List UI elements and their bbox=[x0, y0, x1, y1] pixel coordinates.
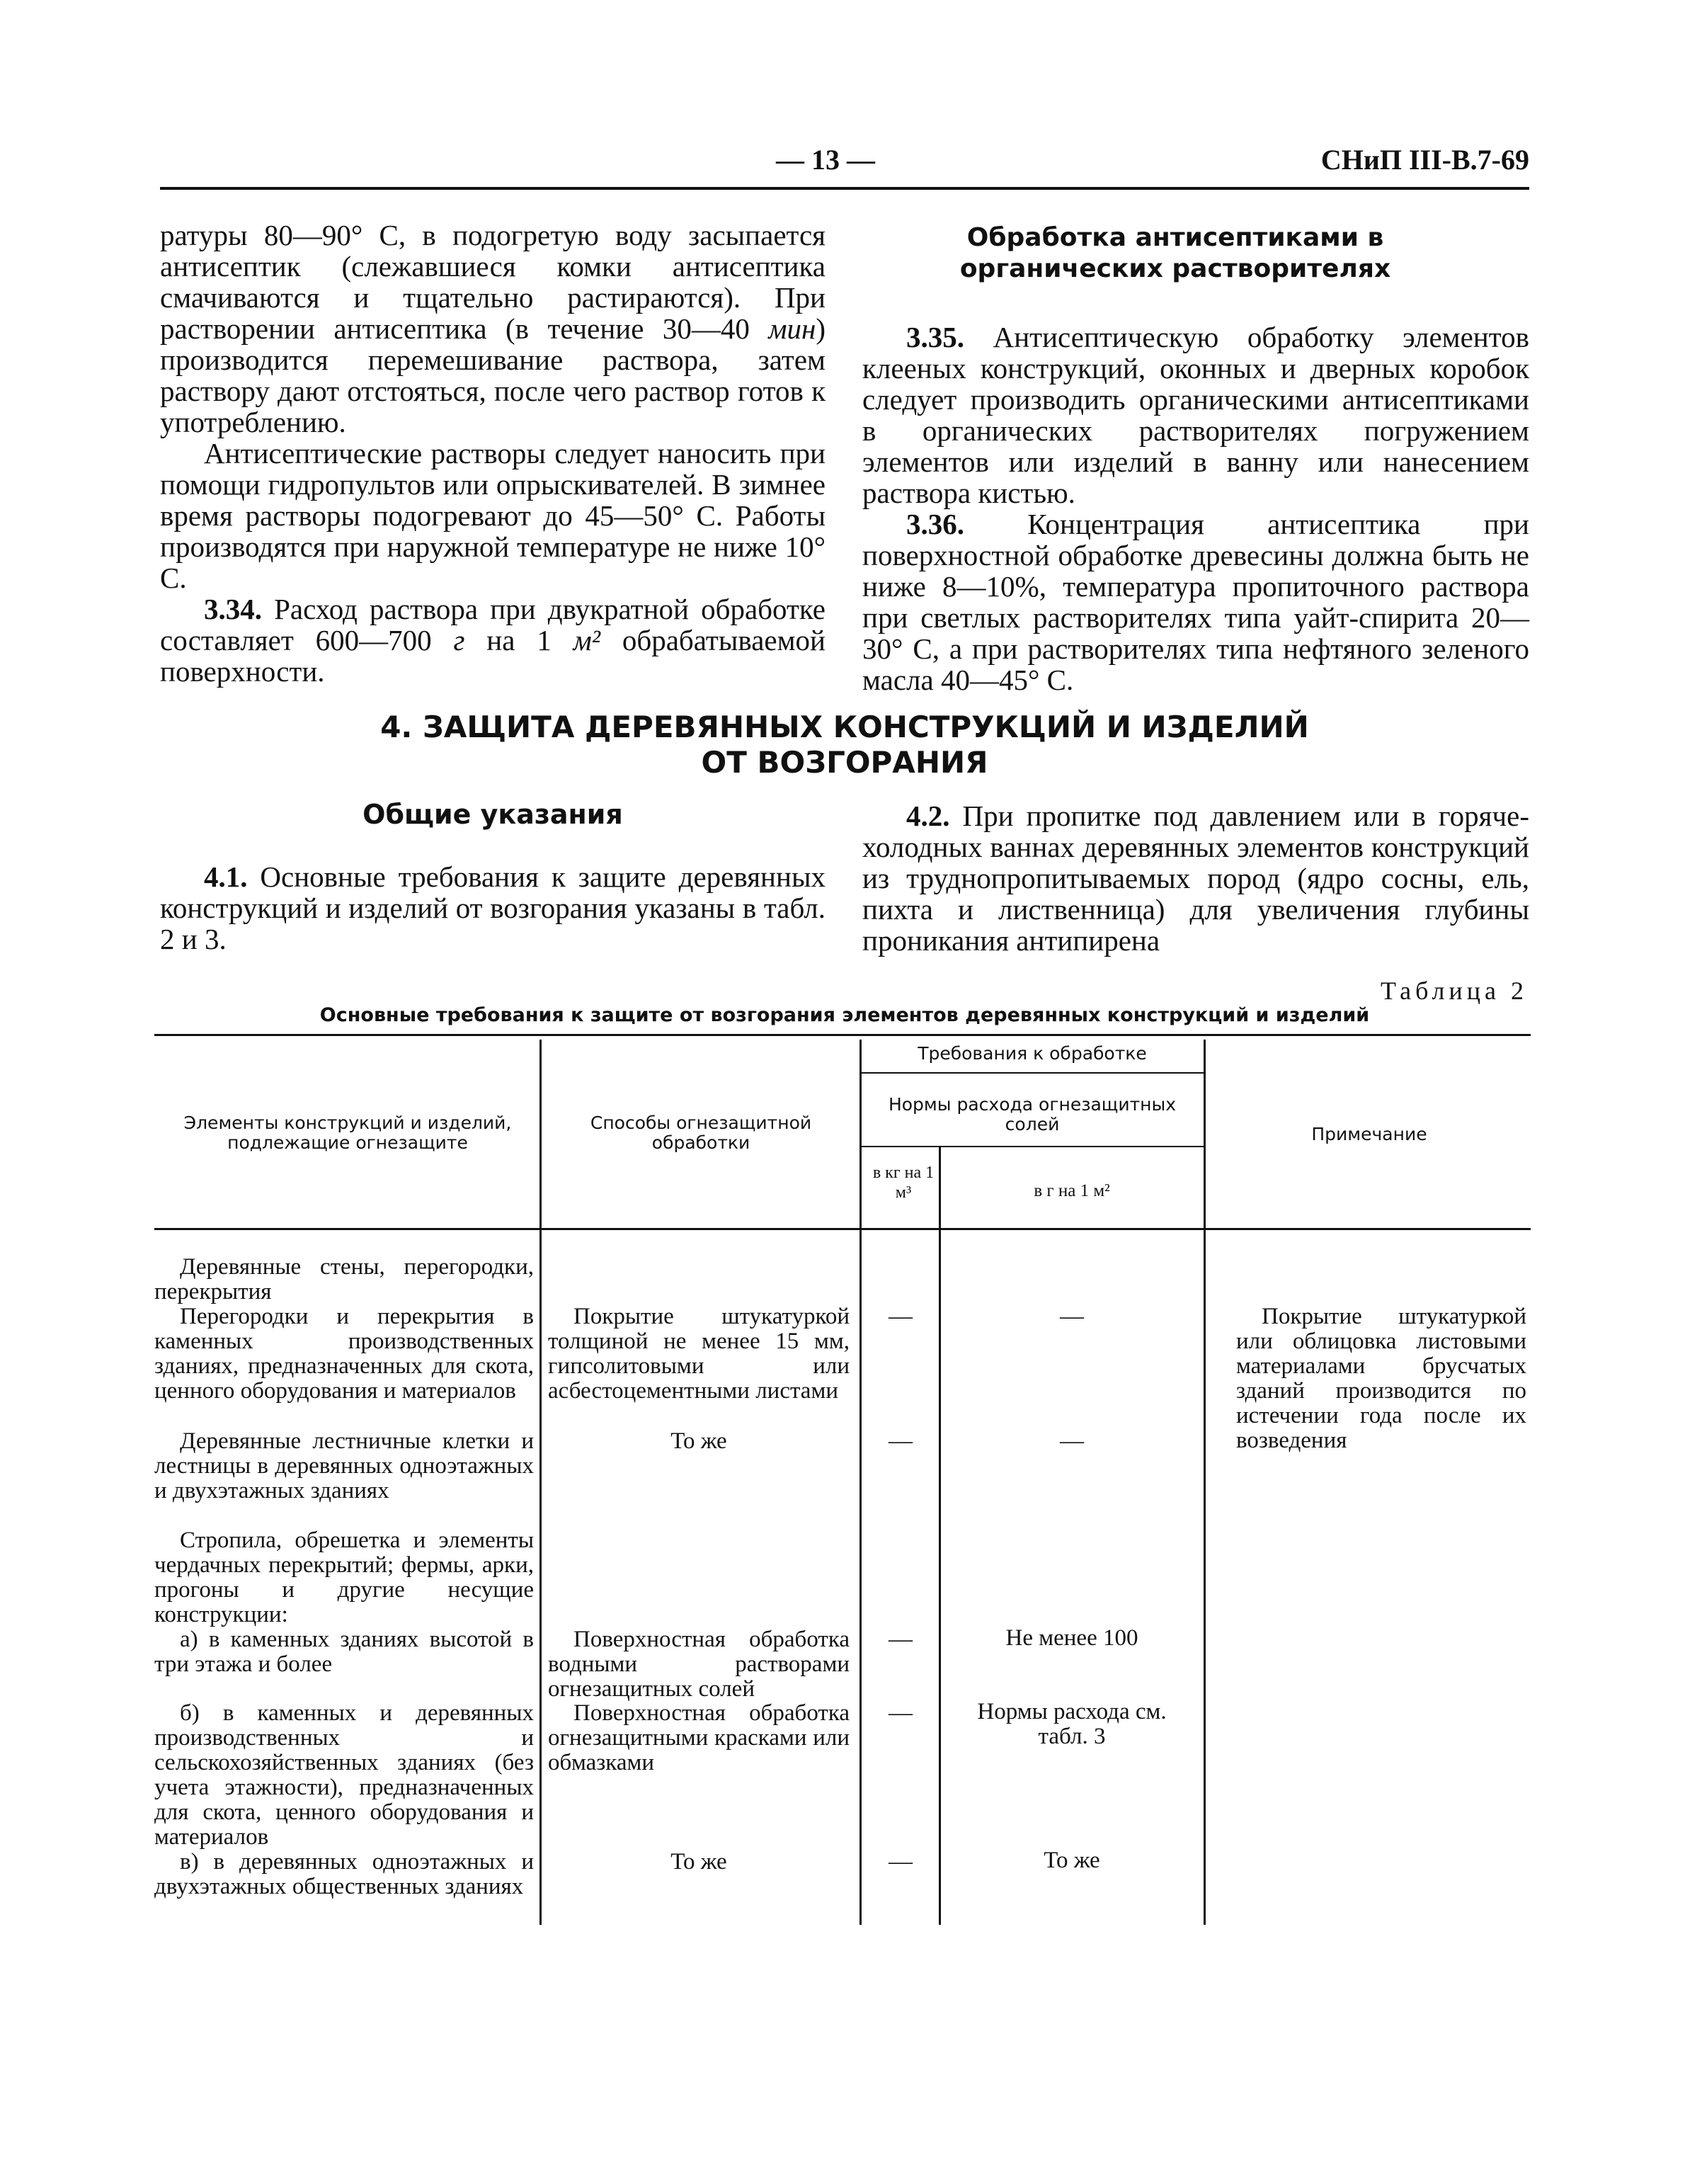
header-requirements: Требования к обработке bbox=[918, 1043, 1147, 1064]
header-rule-group bbox=[861, 1072, 1204, 1074]
table-cell: Поверхностная обработка водными растворами огнезащитных солей bbox=[548, 1627, 850, 1702]
header-norms: Нормы расхода огнезащитных солей bbox=[888, 1094, 1177, 1134]
header-elements: Элементы конструкций и изделий, подлежащие огнезащите bbox=[183, 1113, 512, 1153]
paragraph-4-1: 4.1. Основные требования к защите деревянных конструкций и изделий от возгорания указаны в табл. 2 и 3. bbox=[160, 860, 826, 955]
header-note: Примечание bbox=[1311, 1124, 1427, 1144]
paragraph-3-35: 3.35. Антисептическую обработку элементов клееных конструкций, оконных и дверных коробок следует производить органическими антисептиками в органических растворителях погружением элементов или изделий в ванну или нанесением раствора кистью. bbox=[862, 321, 1529, 509]
table-cell: — bbox=[889, 1428, 913, 1454]
table-row: Перегородки и перекрытия в каменных производственных зданиях, предназначенных для скота, ценного оборудования и материалов bbox=[154, 1304, 534, 1404]
table-cell: — bbox=[889, 1700, 913, 1726]
table-row: Деревянные стены, перегородки, перекрытия bbox=[154, 1254, 534, 1304]
paragraph-4-2: 4.2. При пропитке под давлением или в горяче-холодных ваннах деревянных элементов конструкций из труднопропитываемых пород (ядро сосны, ель, пихта и лиственница) для увеличения глубины проникания антипирена bbox=[862, 800, 1529, 957]
page-number: — 13 — bbox=[776, 144, 875, 176]
table-cell: — bbox=[889, 1303, 913, 1329]
col-divider-3 bbox=[939, 1147, 941, 1925]
table-header-bottom-rule bbox=[154, 1228, 1531, 1230]
col-divider-4 bbox=[1204, 1040, 1206, 1925]
table-top-rule bbox=[154, 1034, 1531, 1036]
paragraph: Антисептические растворы следует наносить при помощи гидропультов или опрыскивателей. В зимнее время растворы подогревают до 45—50° С. Работы производятся при наружной температуре не ниже 10° С. bbox=[160, 437, 826, 594]
table-cell: Поверхностная обработка огнезащитными красками или обмазками bbox=[548, 1700, 850, 1775]
table-row: Деревянные лестничные клетки и лестницы в деревянных одноэтажных и двухэтажных зданиях bbox=[154, 1428, 534, 1503]
paragraph-3-36: 3.36. Концентрация антисептика при поверхностной обработке древесины должна быть не ниже 8—10%, температура пропиточного раствора при светлых растворителях типа уайт-спирита 20—30° С, а при растворителях типа нефтяного зеленого масла 40—45° С. bbox=[862, 508, 1529, 696]
table-row: в) в деревянных одноэтажных и двухэтажных общественных зданиях bbox=[154, 1849, 534, 1899]
subsection-heading: Обработка антисептиками в органических растворителях bbox=[959, 223, 1391, 283]
table-cell: То же bbox=[670, 1428, 727, 1454]
header-kg-per-m3: в кг на 1 м³ bbox=[872, 1164, 935, 1202]
document-code: СНиП III-В.7-69 bbox=[1320, 144, 1529, 176]
table-cell: Не менее 100 bbox=[1005, 1625, 1138, 1651]
col-divider-1 bbox=[539, 1040, 542, 1925]
page-header bbox=[160, 139, 1529, 190]
table-cell: То же bbox=[1044, 1848, 1100, 1873]
table-row: б) в каменных и деревянных производственных и сельскохозяйственных зданиях (без учета этажности), предназначенных для скота, ценного оборудования и материалов bbox=[154, 1700, 534, 1850]
table-cell: — bbox=[889, 1848, 913, 1875]
header-methods: Способы огнезащитной обработки bbox=[590, 1113, 812, 1153]
table-row: Стропила, обрешетка и элементы чердачных перекрытий; фермы, арки, прогоны и другие несущие конструкции: bbox=[154, 1528, 534, 1627]
right-column bbox=[862, 322, 1529, 695]
header-rule-subgroup bbox=[861, 1146, 1204, 1147]
section-title: 4. ЗАЩИТА ДЕРЕВЯННЫХ КОНСТРУКЦИЙ И ИЗДЕЛИЙ ОТ ВОЗГОРАНИЯ bbox=[380, 710, 1309, 780]
table-cell: — bbox=[889, 1626, 913, 1652]
table-row: а) в каменных зданиях высотой в три этажа и более bbox=[154, 1627, 534, 1677]
paragraph: ратуры 80—90° С, в подогретую воду засыпается антисептик (слежавшиеся комки антисептика смачиваются и тщательно растираются). При растворении антисептика (в течение 30—40 мин) производится перемешивание раствора, затем раствору дают отстояться, после чего раствор готов к употреблению. bbox=[160, 219, 826, 438]
col-divider-2 bbox=[859, 1040, 862, 1925]
table-cell: Нормы расхода см. табл. 3 bbox=[977, 1699, 1167, 1749]
table-cell: — bbox=[1060, 1303, 1084, 1329]
paragraph-3-34: 3.34. Расход раствора при двукратной обработке составляет 600—700 г на 1 м² обрабатываемой поверхности. bbox=[160, 593, 826, 688]
general-heading: Общие указания bbox=[362, 799, 623, 830]
table-cell: — bbox=[1060, 1428, 1084, 1454]
left-column bbox=[160, 220, 826, 687]
table-caption: Основные требования к защите от возгорания элементов деревянных конструкций и изделий bbox=[319, 1004, 1370, 1026]
table-cell: Покрытие штукатуркой или облицовка листовыми материалами брусчатых зданий производится по истечении года после их возведения bbox=[1236, 1304, 1526, 1453]
table-cell: Покрытие штукатуркой толщиной не менее 15 мм, гипсолитовыми или асбестоцементными листами bbox=[548, 1304, 850, 1404]
table-label: Таблица 2 bbox=[1381, 977, 1528, 1005]
header-g-per-m2: в г на 1 м² bbox=[1034, 1181, 1110, 1200]
table-cell: То же bbox=[670, 1849, 727, 1875]
